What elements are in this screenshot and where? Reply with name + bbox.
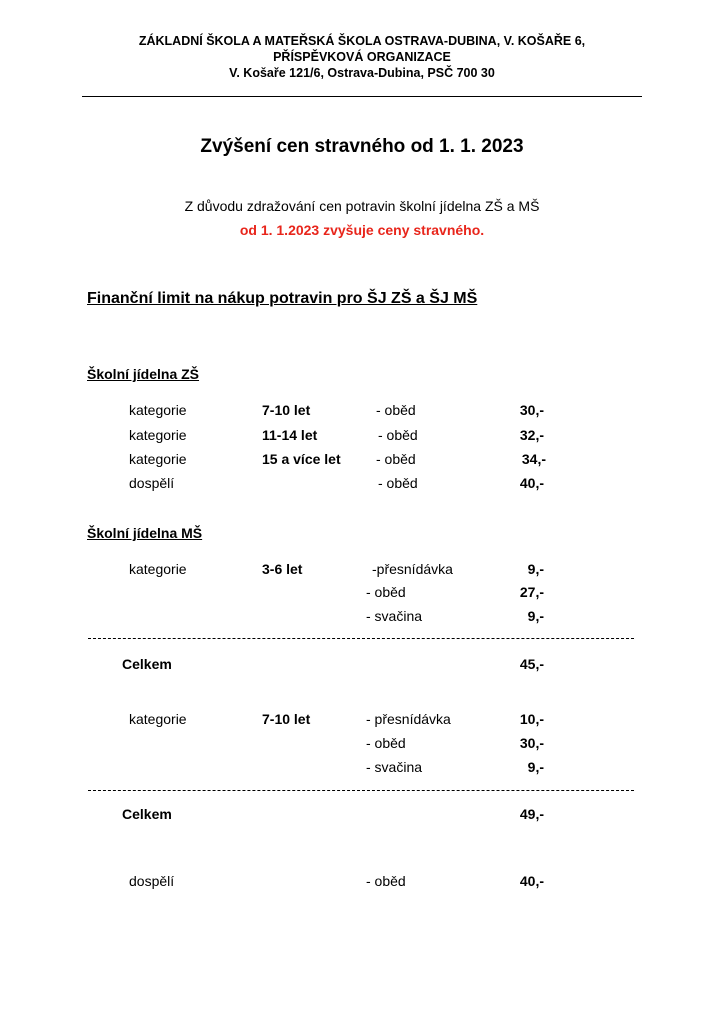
ms-group2-label: kategorie	[129, 711, 187, 727]
row-label: kategorie	[129, 451, 187, 467]
ms-group1-age: 3-6 let	[262, 561, 303, 577]
ms-group2-age: 7-10 let	[262, 711, 311, 727]
row-price: 30,-	[519, 402, 544, 418]
ms-group2-price: 10,-	[519, 711, 544, 727]
ms-group1-price: 27,-	[519, 584, 544, 600]
ms-group2-price: 30,-	[519, 735, 544, 751]
ms-heading: Školní jídelna MŠ	[87, 525, 203, 541]
row-item: - oběd	[378, 427, 418, 443]
ms-group1-item: -přesnídávka	[372, 561, 453, 577]
ms-adult-item: - oběd	[366, 873, 406, 889]
row-item: - oběd	[376, 402, 416, 418]
section-title: Finanční limit na nákup potravin pro ŠJ ZŠ a ŠJ MŠ	[87, 290, 478, 307]
school-name-line1: ZÁKLADNÍ ŠKOLA A MATEŘSKÁ ŠKOLA OSTRAVA-DUBINA, V. KOŠAŘE 6,	[138, 34, 586, 48]
ms-adult-label: dospělí	[129, 873, 175, 889]
ms-group1-item: - svačina	[366, 608, 423, 624]
dashed-divider	[88, 638, 634, 639]
ms-group1-item: - oběd	[366, 584, 406, 600]
row-price: 32,-	[519, 427, 544, 443]
row-label: kategorie	[129, 402, 187, 418]
ms-group1-label: kategorie	[129, 561, 187, 577]
school-name-line2: PŘÍSPĚVKOVÁ ORGANIZACE	[273, 50, 451, 64]
row-item: - oběd	[378, 475, 418, 491]
row-age: 15 a více let	[262, 451, 341, 467]
zs-heading: Školní jídelna ZŠ	[87, 366, 200, 382]
dashed-divider	[88, 790, 634, 791]
ms-group2-total-label: Celkem	[122, 806, 172, 822]
row-price: 40,-	[519, 475, 544, 491]
school-address: V. Košaře 121/6, Ostrava-Dubina, PSČ 700 30	[229, 66, 495, 80]
row-label: kategorie	[129, 427, 187, 443]
header-rule	[82, 96, 642, 97]
ms-group2-total: 49,-	[519, 806, 544, 822]
ms-group1-price: 9,-	[527, 561, 544, 577]
row-label: dospělí	[129, 475, 175, 491]
ms-group1-total: 45,-	[519, 656, 544, 672]
ms-group2-item: - oběd	[366, 735, 406, 751]
ms-group2-price: 9,-	[527, 759, 544, 775]
row-item: - oběd	[376, 451, 416, 467]
ms-group1-price: 9,-	[527, 608, 544, 624]
ms-adult-price: 40,-	[519, 873, 544, 889]
row-age: 7-10 let	[262, 402, 311, 418]
row-price: 34,-	[521, 451, 546, 467]
row-age: 11-14 let	[262, 427, 318, 443]
ms-group1-total-label: Celkem	[122, 656, 172, 672]
intro-line1: Z důvodu zdražování cen potravin školní jídelna ZŠ a MŠ	[184, 198, 540, 214]
ms-group2-item: - přesnídávka	[366, 711, 451, 727]
page-title: Zvýšení cen stravného od 1. 1. 2023	[200, 136, 524, 157]
ms-group2-item: - svačina	[366, 759, 423, 775]
intro-line2-highlight: od 1. 1.2023 zvyšuje ceny stravného.	[239, 222, 485, 238]
